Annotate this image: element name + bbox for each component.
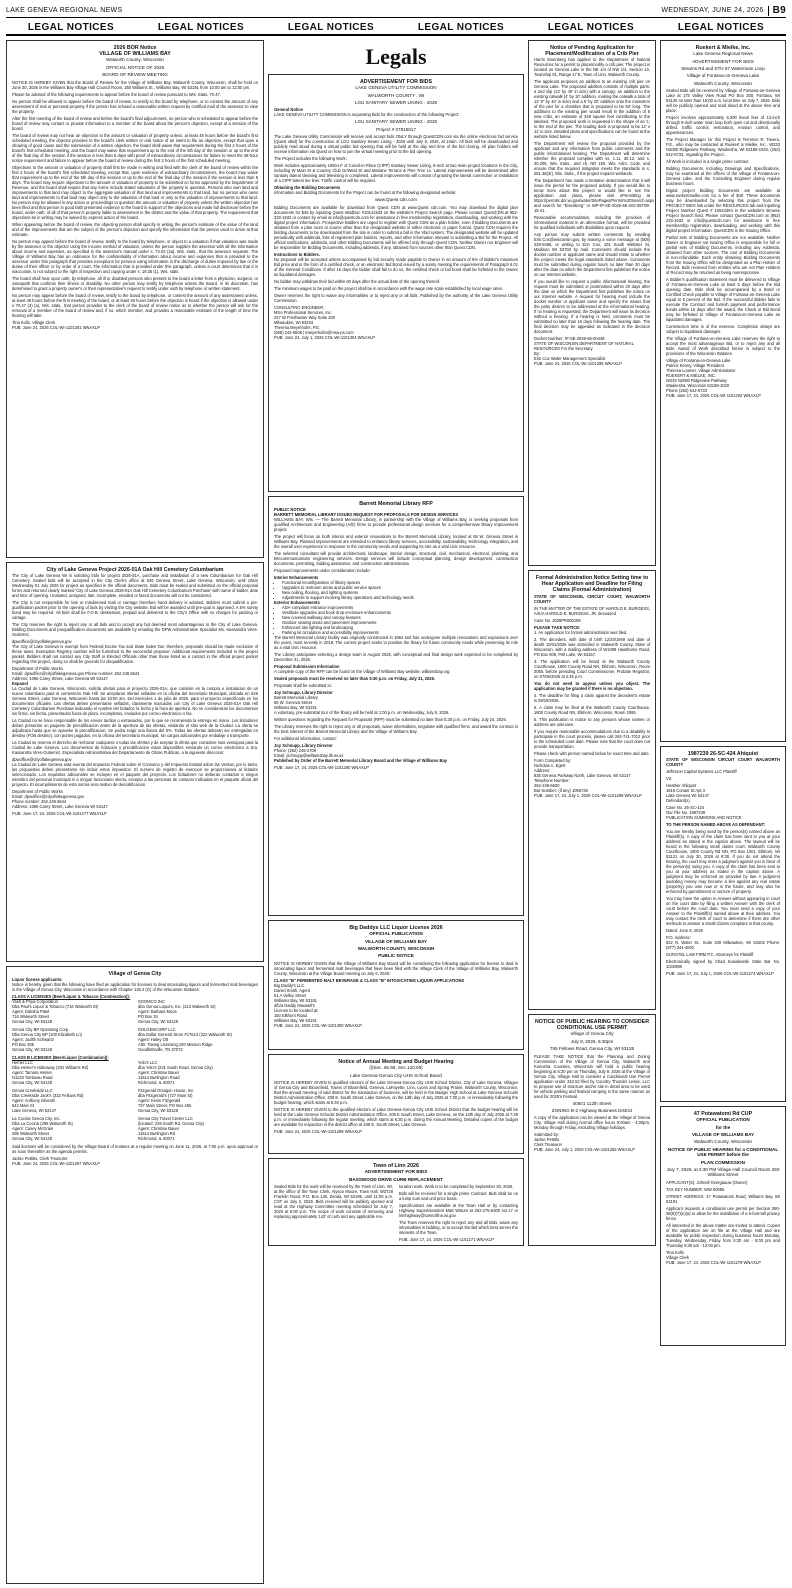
sewer-lining-bid-notice bbox=[268, 74, 524, 492]
notice-paragraph: A complete copy of the RFP can be found on the Village of Williams Bay website: williamsbay.org. bbox=[274, 669, 451, 675]
potawatomi-cup-notice bbox=[660, 1106, 786, 1346]
list-item: • ADA-compliant entrance improvements bbox=[282, 605, 518, 610]
section-label: CONSULTING ENGINEER: bbox=[274, 304, 325, 310]
list-item: • Enhanced site lighting and landscaping bbox=[282, 625, 518, 630]
license-class-heading: CLASS A LICENSES (Beer/Liquor & Tobacco (Combination)): bbox=[12, 994, 131, 1000]
banner-label: LEGAL NOTICES bbox=[27, 22, 115, 33]
notice-paragraph: Jefferson Capital Systems LLC Plaintiff bbox=[666, 769, 737, 775]
contact-line: 65 W. Geneva Street bbox=[274, 700, 313, 706]
notice-paragraph: 2. The decedent, with date of birth 12/20/1949 and date of death 10/31/2025 was domiciled in Walworth County, State of Wisconsin, with a mailing address of W1098 Hawthorne Road, PO Box 608, Pell Lake, WI 53157. bbox=[534, 636, 650, 657]
form-line: 262-248-6600 bbox=[534, 782, 560, 788]
notice-paragraph: When appearing before the board of review, the objecting person shall specify in writing the person's estimate of the value of the land and of the improvements that are the subject of the person's objection and specify the information that the person used to arrive at that estimate. bbox=[12, 221, 258, 237]
notice-paragraph: Work includes approximately 1950-LF of Cured-in-Place (CIPP) Sanitary Sewer Lining, 8-inch at two main project locations in the City, including W Main St & Country Club Dr/West St and Mariane Terrace & Pine Tree Ln. Lateral improvements will be determined after sanitary lateral cleaning and televising is completed. Lateral improvements will consist of grouting the lateral connection or installation of a CIPP lateral tee liner. Traffic control will be required. bbox=[274, 163, 518, 184]
department: Department of Public Works bbox=[12, 666, 63, 672]
notice-subheading: (§Sec. 65.90, Sec.120.08) bbox=[369, 1065, 423, 1071]
address-line: Address: 1065 Carey Street, Lake Geneva WI 53147 bbox=[12, 804, 108, 810]
cemetery-columbarium-notice bbox=[6, 562, 264, 962]
notice-paragraph: No person may appear before the board of review, testify to the board by telephone, or object to a valuation if that valuation was made by the assessor or the objector using the income method of valuation, unless the person supplies the assessor with all the information about income and expenses, as specified in the assessor's manual under s. 73.03 (2a), Wis. stats., that the assessor requests. The Village of Williams Bay has an ordinance for the confidentiality of information about income and expenses that is provided to the assessor under this paragraph that provides exceptions for persons using information in the discharge of duties imposed by law or the duties of their officer or by order of a court. The information that is provided under this paragraph, unless a court determines that it is inaccurate, is not subject to the right of inspection and copying under s. 19.35 (1), Wis. stats. bbox=[12, 238, 258, 274]
notice-paragraph: The board of review may not hear an objection to the amount or valuation of property unless, at least 48 hours before the board's first scheduled meeting, the objector provides to the board's clerk written or oral notice of an intent to file an objection, except that upon a showing of good cause and the submission of a written objection, the board shall waive that requirement during the first 2 hours of the board's first scheduled meeting, and the board may waive that requirement up to the end of the 5th day of the session or up to the end of the final day of the session if the session is less than 5 days with proof of extraordinary circumstances for failure to meet the 48-hour notice requirement and failure to appear before the board of review during the first 2 hours of the first scheduled meeting. bbox=[12, 132, 258, 163]
signature: Phone (262) 542-5733 bbox=[666, 388, 707, 394]
contact-line: Milwaukee, WI 53204 bbox=[274, 319, 314, 325]
notice-paragraph: Information and Bidding Documents for the Project can be found at the following designated website: bbox=[274, 190, 457, 196]
applicant-line: License to be located at: bbox=[274, 1007, 319, 1013]
signature: Submitted by: bbox=[534, 1132, 560, 1138]
publication-line: PUB: June 24, July 1, 2026 COL-WI-1101255 WNAXLP bbox=[534, 1147, 635, 1153]
applicant-line: 150 Elkhorn Road bbox=[274, 1012, 307, 1018]
publication-line: PUB: June 24, July 1, 2026 COL-WI-1101304 WNAXLP bbox=[274, 334, 375, 340]
notice-paragraph: La Ciudad se reserva el derecho de rechazar cualquiera o todas las ofertas y de aceptar la oferta que considere mas ventajosa para la Ciudad de Lake Geneva. Los documentos de licitacion y precalificacion estan disponibles enviando un correo electronico a Sra. Kassandra Vires-Gutierrez, Especialista Administrativa del Departamento de Obras Publicas, a la siguiente direccion: bbox=[12, 740, 258, 756]
notice-subheading: Walworth County, Wisconsin bbox=[106, 57, 164, 63]
list-item: • Outdoor seating areas and pavement improvements bbox=[282, 620, 518, 625]
project-number: Project # 07815017 bbox=[376, 126, 416, 132]
signature: Tina Kolls bbox=[666, 1249, 684, 1255]
notice-subheading: NOTICE OF PUBLIC HEARING for a CONDITIONAL USE PERMIT before the bbox=[667, 1146, 779, 1158]
publication-summons-notice bbox=[660, 746, 786, 1102]
notice-heading: Notice of Annual Meeting and Budget Hearing bbox=[338, 1059, 454, 1065]
publication-line: PUB: June 24, 2026 COL-WI-1101295 WNAXLP bbox=[534, 361, 622, 367]
form-line: Telephone Number: bbox=[534, 777, 570, 783]
form-line: Nicholas A. Egert bbox=[534, 762, 566, 768]
signature: Patrick Kenny, Village President bbox=[666, 363, 724, 369]
notice-paragraph: STREET ADDRESS: 47 Potawatomi Road, Williams Bay, WI 53191 bbox=[666, 1193, 780, 1204]
notice-paragraph: A copy of the application can be viewed at the Village of Genoa City, Village Hall during normal office hours 8:00am - 4:00pm, Monday through Friday, excluding Village holidays. bbox=[534, 1115, 650, 1131]
publication-line: PUB: June 17, 24, 2026 COL-WI-1101280 WNAXLP bbox=[274, 765, 369, 771]
contact-line: Williams Bay, WI 53191 bbox=[274, 705, 317, 711]
notice-paragraph: The Barrett Memorial Library facility was originally constructed in 1964 and has undergone multiple renovations and expansions over the years, most recently in 2018. The current project seeks to position the library for future community needs while preserving its role as a vital civic resource. bbox=[274, 635, 518, 651]
notice-paragraph: The selected consultant will provide architectural, landscape, interior design, structural, civil, mechanical, electrical, plumbing, and telecommunications engineering services. Design services will include conceptual planning, design development, construction documents, permitting, bidding assistance, and construction administration. bbox=[274, 551, 518, 567]
contact-line: Email: dpwoffice@cityoflakegeneva.gov Phone number: 262.248.6644 bbox=[12, 671, 140, 677]
notice-subheading: VILLAGE OF WILLIAMS BAY bbox=[364, 938, 428, 944]
publication-line: PUB: June 24, 2026 COL-WI-1101300 WNAXLP bbox=[274, 1022, 362, 1028]
contact-line: Email: jschnupp@williamsbay.lib.wi.us bbox=[274, 753, 344, 759]
contact-line: Theresa Meyerhofer, P.E. bbox=[274, 324, 321, 330]
notice-subheading: Walworth County, Wisconsin bbox=[694, 1139, 752, 1145]
notice-paragraph: toration work. Work is to be completed by September 30, 2026. bbox=[399, 1184, 514, 1190]
publication-line: PUB: June 24, 2026 COL-WI-1101301 WNAXLP bbox=[12, 324, 100, 330]
banner-label: LEGAL NOTICES bbox=[287, 22, 375, 33]
form-line: Form Completed by: bbox=[534, 757, 572, 763]
section-label: Interior Enhancements bbox=[274, 575, 319, 581]
notice-paragraph: The Village of Fontana-on-Geneva Lake reserves the right to accept the most advantageous Bid, or to reject any and all Bids. Award of Work described herein is subject to the provisions of the Wisconsin Statutes. bbox=[666, 336, 780, 357]
banner-label: LEGAL NOTICES bbox=[157, 22, 245, 33]
estate-caption: IN THE MATTER OF THE ESTATE OF HAROLD E. BURGESS, A/K/A HAROLD E. BURGESS, JR. deceased bbox=[534, 605, 650, 616]
license-class-heading: CLASS B LICENSES (Beer/Liquor (Combination)): bbox=[12, 1055, 109, 1061]
notice-paragraph: The project will focus on both interior and exterior renovations to the Barrett Memorial Library, located at 65 W. Geneva Street in Williams Bay. Planned improvements are intended to enhance library services, accessibility, sustainability, technology integration, and the overall user experience in response to the community needs and supporting its role as a vital civic resource. bbox=[274, 534, 518, 550]
section-label: Exterior Enhancements bbox=[274, 600, 320, 606]
section-label: PLEASE TAKE NOTICE: bbox=[534, 624, 581, 630]
section-label: General Notice bbox=[274, 107, 303, 113]
notice-paragraph: Electronically signed by Chad Kowalewski State Bar No. 1032988 bbox=[666, 959, 780, 970]
masthead bbox=[6, 4, 786, 18]
notice-paragraph: Bidding Documents are available for download from Quest CDN at www.Quest cdn.com. You may download the digital plan documents for $45 by inputting Quest eBidDoc #10141533 on the website's Project Search page. Please contact QuestCDN at 952-233-1632 or contact by email at info@questcdn.com for assistance in free membership registration, downloading, and working with the digital project information. Prospective Bidders are urged to register with Quest CDN as a plan holder, even if Bidding Documents are obtained from a plan room or source other than the designated website in either electronic or paper format. Quest CDN requires the bidding documents to be downloaded from the site in order to submit a bid in the Vbid system. The designated website will be updated periodically with addenda, lists of registered plan holders, reports, and other information relevant to submitting a Bid for the Project. All official notifications, addenda, and other Bidding Documents will be offered only through Quest CDN. Neither Owner nor Engineer will be responsible for Bidding Documents, including addenda, if any, obtained from sources other than Quest CDN. bbox=[274, 204, 518, 250]
notice-paragraph: NOTICE IS HEREBY GIVEN that the Village of Williams Bay Board will be considering the following application for license to deal in intoxicating liquor and fermented malt beverages that have been filed with the Village Clerk of the Village of Williams Bay, Walworth County, Wisconsin at the Village Board meeting on July 6, 2026: bbox=[274, 960, 518, 976]
notice-subheading: Lake Geneva Regional News bbox=[693, 51, 753, 57]
notice-paragraph: The board shall hear upon oath, by telephone, all ill or disabled persons who present to the board a letter from a physician, surgeon, or osteopath that confirms their illness or disability. No other person may testify by telephone unless the Board, in its discretion, has determined to grant a property owner's or their representative's request to testify under oath by telephone or written statement. bbox=[12, 275, 258, 291]
notice-paragraph: Notice is hereby given that the following have filed an application for licenses to deal intoxicating liquors and fermented malt beverages in the Village of Genoa City, Wisconsin in accordance with Chapter 125.4 (G) of the Wisconsin Statutes: bbox=[12, 982, 258, 993]
notice-paragraph: P.O. Address: 622 N. Water St., Suite 400 Milwaukee, WI 53202 Phone: (877) 344-4002 bbox=[666, 935, 780, 951]
website-link[interactable]: www.Quest cdn.com bbox=[375, 197, 417, 203]
publication-line: PUB: June 17, 24, 2026 COL-WI-1101277 WNAXLP bbox=[12, 811, 107, 817]
signature: Theresa Loomer, Village Administrator bbox=[666, 368, 736, 374]
applicant-line: Big Daddy's LLC bbox=[274, 982, 305, 988]
publication-line: PUB: June 17, 24, July 1, 2026 COL-WI-1101288 WNAXLP bbox=[534, 792, 642, 798]
notice-subheading: BASSWOOD DRIVE CURB REPLACEMENT bbox=[349, 1176, 443, 1182]
notice-paragraph: 4. The deadline for filing a claim against the decedent's estate is 09/19/2026. bbox=[534, 692, 650, 703]
notice-paragraph: The Project Manager for this Project is Terrence R. Tavera, P.E., who may be contacted at Ruekert & Mielke, Inc., W233 N2080 Ridgeview Parkway, Waukesha, WI 53188-1020, (262) 542-5733, regarding the Project. bbox=[666, 137, 780, 158]
agency-line: By: bbox=[534, 351, 540, 357]
notice-paragraph: Bidding Documents, including Drawings and Specifications, may be examined at the offices of the Village of Fontana-on-Geneva Lake, and the Consulting Engineer during regular business hours. bbox=[666, 166, 780, 187]
annual-meeting-notice bbox=[268, 1054, 524, 1154]
notice-paragraph: Harris Eisenberg has applied to the Department of Natural Resources for a permit to place/modify a crib pier. The project is located on Geneva Lake in the NE 1/4 of NW 1/4, Section 10, Township 01, Range 17 E, Town of Linn, Walworth County. bbox=[534, 57, 650, 78]
notice-paragraph: After the first meeting of the board of review and before the board's final adjournment, no person who is scheduled to appear before the board of review may contact or provide information to a member of the board about the person's objection, except at a session of the board. bbox=[12, 115, 258, 131]
notice-paragraph: No bidder may withdraw their bid within 60 days after the actual date of the opening thereof. bbox=[274, 278, 441, 284]
section-label: Instructions to Bidders. bbox=[274, 251, 320, 257]
license-entry: DOLGENCORP LLC dba Dollar General Store #17613 (322 Walworth St) Agent: Haley Ott Attn: Taxing Licensing,100 Mission Ridge Goodlettsville, TN 37072 bbox=[138, 1027, 232, 1053]
contact-line: Joy Schnupp, Library Director bbox=[274, 690, 333, 696]
notice-paragraph: APPLICANT(S): Johnell Overgaauw (Owner) bbox=[666, 1179, 748, 1185]
notice-paragraph: All Work is included in a single prime contract. bbox=[666, 159, 750, 165]
contact-line: (608) 242-6608 | tmeyerhofer@msa-ps.com bbox=[274, 329, 354, 335]
license-entry: La Cocina Genoa City, Inc. Dba La Cocina (295 Walworth St) Agent: Casey McGrain 295 Walworth Street Genoa City, WI 53128 bbox=[12, 1116, 73, 1142]
notice-paragraph: Specifications are available at the Town Hall or by contacting Highway Superintendent Matt Wittum at 262-275-6300 ext.17 or linnhighway@townoflinn.wi.gov. bbox=[399, 1203, 518, 1219]
paper-name: LAKE GENEVA REGIONAL NEWS bbox=[6, 7, 123, 14]
notice-paragraph: PLEASE TAKE NOTICE that the Planning and Zoning Commission of the Village of Genoa City, Walworth and Kenosha Counties, Wisconsin will hold a public hearing beginning at 6:30 pm on Thursday, July 9, 2026 at the Village of Genoa City, Village Hall to consider a Conditional Use Permit application under 310.53 filed by Country Thunder Lease, LLC to propose use of structure and/or site in detail area to be used for vehicle parking and festival camping in the same manner as used for 2025's Festival. bbox=[534, 1053, 650, 1099]
crib-pier-permit-notice bbox=[528, 40, 656, 566]
signature: Waukesha, Wisconsin 53188-1020 bbox=[666, 383, 730, 389]
notice-heading: NOTICE OF PUBLIC HEARING TO CONSIDER CONDITIONAL USE PERMIT bbox=[534, 1019, 650, 1032]
address-line: 40501 112th Street bbox=[572, 1100, 612, 1106]
notice-paragraph: La Ciudad de Lake Geneva, Wisconsin, solicita ofertas para el proyecto 2026-01A, que consiste en la compra e instalacion de un nuevo columbario para el cementerio Oak Hill. Se aceptaran ofertas selladas en la oficina del Secretario Municipal, ubicada en 626 Geneva Street, Lake Geneva, Wisconsin hasta las 10:00 am. Del miercoles 1 de julio de 2026, para el proyecto especificado en los documentos oficiales. Las ofertas deben presentarse selladas, claramente marcadas con City of Lake Geneva 2026-01A Oak Hill Cemetery Columbarium Purchase indicando el nombre del licitador, la fecha y la hora de apertura. No se consideraran los documentos sin firma, sin fecha, presentados fuera de plazo, incompletos, enviados por correo electronico o fax. bbox=[12, 686, 258, 717]
notice-subheading: PLAN COMMISSION bbox=[701, 1159, 745, 1165]
notice-paragraph: You do not need to appear unless you object. The application may be granted if there is no objection. bbox=[534, 680, 650, 691]
burgess-estate-notice bbox=[528, 570, 656, 1010]
notice-paragraph: The Library reserves the right to reject any or all proposals, waive informalities, negotiate with qualified firms, and award the contract in the best interest of the Barrett Memorial Library and the Village of Williams Bay. bbox=[274, 724, 518, 735]
signature: Jackie Pettitts, Clerk Treasurer bbox=[12, 1156, 68, 1162]
notice-subheading: Liquor license applicants: bbox=[12, 977, 63, 983]
notice-paragraph: Written questions regarding the Request for Proposals (RFP) must be submitted no later than 5:30 p.m. on Friday, July 24, 2026. bbox=[274, 717, 507, 723]
notice-subheading: July 7, 2026, at 6:30 PM Village Hall Council Room 250 Williams Street bbox=[666, 1167, 780, 1178]
signature: Erin Cox Water Management Specialist bbox=[534, 356, 606, 362]
license-entry: Genoa City Travel Center LLC (located: 229 South Rd, Genoa City) Agent: Christine Bauer 11514 Burlington Rd Richmond, IL 60071 bbox=[138, 1116, 204, 1142]
notice-paragraph: The City is not responsible for late or misdirected mail or carriage therefore hand delivery is advised. Bidders must submit a pre-qualification packet prior to the opening of bids by visiting the City website. Bid will be awarded until pre-qual is approved. A 5% surety bond may be required. All bids shall be F.O.B. destination, prepaid and delivered to the City's Office with no charges for packing or cartage. bbox=[12, 600, 258, 621]
applicant-line: d/b/a Daddy Maxwell's bbox=[274, 1002, 315, 1008]
notice-paragraph: The Library anticipates selecting a design team in August 2026, with conceptual and final design work expected to be completed by December 31, 2026. bbox=[274, 652, 518, 663]
legals-title: Legals bbox=[365, 44, 427, 69]
notice-paragraph: Said licenses will be considered by the Village Board of trustees at a regular meeting on June 11, 2026, at 7:00 p.m. upon approval or as soon thereafter as the agenda permits. bbox=[12, 1144, 258, 1155]
signature: W233 N2080 Ridgeview Parkway bbox=[666, 378, 727, 384]
form-line: 835 Geneva Parkway North, Lake Geneva, WI 53147 bbox=[534, 772, 631, 778]
board-of-review-notice bbox=[6, 40, 264, 558]
notice-paragraph: Digital project Bidding Documents are available at www.ruekertmielke.com for a fee of $40. These documents may be downloaded by selecting this project from the PROJECT BIDS link under the RESOURCES tab and inputting Project Number Quest # 10544394 in the website's Browse Project Search field. Please contact QuestCDN.com at (952) 233-1632 or info@questcdn.com for assistance in free membership registration, downloading, and working with this digital project information. QuestCDN is the Issuing Office. bbox=[666, 188, 780, 234]
project-name: LGU SANITARY SEWER LINING - 2026 bbox=[354, 119, 438, 125]
signature: Jackie Pettitts bbox=[534, 1137, 560, 1143]
notice-paragraph: Reasonable accommodation, including the provision of informational material in an alternative format, will be provided for qualified individuals with disabilities upon request. bbox=[534, 215, 650, 231]
section-label: Proposal Submission Information bbox=[274, 664, 340, 670]
form-line: Address: bbox=[534, 767, 551, 773]
notice-paragraph: The Department has made a tentative determination that it will issue the permit for the proposed activity. If you would like to know more about this project or would like to see the application and plans, please visit ePermitting at https://permits.dnr.wi.gov/water/SitePages/Permit%20Search.aspx and search for "Eisenberg" or WP-IP-SE-2026-65-X02-05T09-15-41. bbox=[534, 178, 655, 214]
notice-heading: 47 Potawatomi Rd CUP bbox=[693, 1111, 753, 1117]
contact-email: dpwoffice@cityoflakegeneva.gov bbox=[12, 639, 72, 645]
notice-paragraph: VS bbox=[666, 776, 672, 782]
contact-line: Phone: (262) 245-2709 bbox=[274, 748, 317, 754]
notice-paragraph: Case No. 26-SC-424 Our File No. 1987239 PUBLICATION SUMMONS AND NOTICE bbox=[666, 805, 742, 821]
notice-paragraph: The Town reserves the right to reject any and all Bids, waive any informalities in bidding, or to accept the Bid which best serves the interests of the Town. bbox=[399, 1220, 518, 1236]
notice-subheading: VILLAGE OF WILLIAMS BAY bbox=[691, 1132, 755, 1138]
notice-subheading: ADVERTISEMENT FOR BIDS bbox=[364, 1169, 428, 1175]
notice-heading: Village of Genoa City bbox=[108, 971, 162, 977]
notice-heading: Barrett Memorial Library RFP bbox=[359, 501, 433, 507]
notice-subheading: OFFICIAL NOTICE OF 2026 bbox=[105, 64, 165, 70]
language-label: Espanol bbox=[12, 681, 28, 687]
publication-line: PUB: June 17, 24, 2026 COL-WI-1101271 WNAXLP bbox=[399, 1237, 494, 1243]
barrett-library-rfp-notice bbox=[268, 496, 524, 916]
notice-heading: Big Daddys LLC Liquor License 2026 bbox=[349, 925, 443, 931]
notice-subheading: OFFICIAL PUBLICATION bbox=[369, 931, 423, 937]
notice-subheading: BOARD OF REVIEW MEETING bbox=[102, 72, 168, 78]
notice-subheading: Lake Geneva-Genoa City UHS School Board bbox=[350, 1072, 442, 1078]
notice-heading: City of Lake Geneva Project 2026-01A Oak Hill Cemetery Columbarium bbox=[46, 567, 224, 573]
notice-paragraph: NOTICE IS HEREBY GIVEN that the Board of Review for the Village of Williams Bay, Walworth County, Wisconsin, shall be held on June 30, 2026 in the Williams Bay Village Hall Council Room, 250 Williams St., Williams Bay, WI 53191 from 10:00 am to 12:00 pm. bbox=[12, 79, 258, 90]
notice-paragraph: NOTICE IS HEREBY GIVEN to qualified electors of the Lake Geneva-Genoa City UHS School District, City of Lake Geneva, Villages of Genoa City and Bloomfield, Towns of Bloomfield, Geneva, LaFayette, Linn, Lyons and Spring Prairie, Walworth County, Wisconsin, that the annual meeting of said district for the transaction of business, will be held in the Badger High School at Lake Geneva Schools District Administration Office, 208 E. South Street, Lake Geneva, on the 13th day of July 2026 at 7:30 p.m. or immediately following the budget hearing, which starts at 6:30 p.m. bbox=[274, 1080, 518, 1106]
notice-subheading: Village of Fontana-on-Geneva Lake bbox=[686, 73, 760, 79]
notice-paragraph: No person shall be allowed to appear before the board of review, to testify to the board by telephone, or to contest the amount of any assessment of real or personal property if the person has refused a reasonable written request by certified mail of the assessor to view the property. bbox=[12, 98, 258, 114]
license-entry: Yash & Priya Corporation Dba Paul's Liquor & Tobacco (716 Walworth St) Agent: Daksha Patel 716 Walworth Street Genoa City, WI 53128 bbox=[12, 999, 99, 1025]
notice-paragraph: TAX KEY NUMBER: WW 00055 bbox=[666, 1186, 725, 1192]
case-number: Case No. 2026PR000189 bbox=[534, 617, 581, 623]
notice-paragraph: Sealed Bids for the work will be received by the Town of Linn, WI, at the office of the Town Clerk, Alyson Moore, Town Hall, W3728 Franklin Road, P.O. Box 130, Zenda, WI 53195, until 11:00 a.m. CST on July 2, 2026. Bids received will be publicly opened and read at the Highway Committee meeting scheduled for July 7, 2026 at 6:00 p.m. The scope of work consists of removing and replacing approximately 142' of curb and any applicable res- bbox=[274, 1184, 393, 1220]
banner-label: LEGAL NOTICES bbox=[547, 22, 635, 33]
applicant-line: Williams Bay, WI 53191 bbox=[274, 1017, 317, 1023]
license-entry: Genoa City BP Operating Corp. Dba Genoa City BP (100 Elizabeth Ln) Agent: Judith Schwartz PO Box 305 Genoa City, WI 53128 bbox=[12, 1027, 83, 1053]
notice-paragraph: No proposal will be accepted unless accompanied by bid security made payable to Owner in an amount of 5% of Bidder's maximum Bid price and in the form of a certified check, or an electronic Bid Bond issued by a surety meeting the requirements of Paragraph 6.01 of the General Conditions. If after 15 days the bidder shall fail to do so, the certified check or bid bond shall be forfeited to the Owner as liquidated damages. bbox=[274, 256, 518, 277]
list-item: • Adjustments to support evolving library operations and technology needs bbox=[282, 595, 518, 600]
notice-paragraph: 6. This publication is notice to any persons whose names or address are unknown. bbox=[534, 716, 650, 727]
genoa-city-liquor-notice bbox=[6, 966, 264, 1584]
notice-paragraph: LAKE GENEVA UTILITY COMMISSION is requesting Bids for the construction of the following Project: bbox=[274, 112, 460, 118]
notice-paragraph: Bids will be received for a single prime Contract. Bids shall be on a lump sum and unit price basis. bbox=[399, 1191, 518, 1202]
notice-paragraph: Sealed proposals must be received no later than 5:30 p.m. on Friday, July 31, 2026. bbox=[274, 676, 436, 682]
contact-line: MSA Professional Services, Inc. bbox=[274, 309, 333, 315]
page-number: B9 bbox=[772, 5, 786, 16]
notice-paragraph: A Bidder's qualification statement must be delivered to Village of Fontana-on-Geneva Lake at least 5 days before the Bid opening date. Bids shall be accompanied by a Bond or Certified Check payable to Village of Fontana-on-Geneva Lake equal to 5 percent of the Bid. If the successful Bidder fails to execute the Contract and furnish payment and performance bonds within 15 days after the award, the Check or Bid Bond may be forfeited to Village of Fontana-on-Geneva Lake as liquidated damages. bbox=[666, 277, 780, 323]
applicant-line: Daniel Smith, Agent bbox=[274, 987, 310, 993]
zoning-line: ZONING B-2 Highway Business District bbox=[551, 1108, 633, 1114]
docket-number: Docket Number: IP-SE-2026-65-00448 bbox=[534, 336, 605, 342]
publication-line: PUB: June 17, 24, 2026 COL-WI-1101292 WNAXLP bbox=[666, 393, 761, 399]
notice-paragraph: 5. A claim may be filed at the Walworth County Courthouse, 1800 County Road NN, Elkhorn, Wisconsin, Room 2065. bbox=[534, 704, 650, 715]
publication-line: PUB: June 17, 24, 2026 COL-WI-1101279 WNAXLP bbox=[666, 1259, 761, 1265]
notice-paragraph: Proposed improvements under consideration include: bbox=[274, 568, 371, 574]
applicant-line: 61 A Valley Street bbox=[274, 992, 307, 998]
agency-line: STATE OF WISCONSIN DEPARTMENT OF NATURAL RESOURCES For the Secretary bbox=[534, 341, 634, 352]
license-entry: Hemer LLC Dba Hemer's Hideaway (202 Williams Rd) Agent: Tamara Hemer N1133 Tombeau Road Genoa City, WI 53128 bbox=[12, 1060, 89, 1086]
notice-paragraph: Objections to the amount or valuation of property shall first be made in writing and filed with the clerk of the board of review within the first 2 hours of the board's first scheduled meeting, except that, upon evidence of extraordinary circumstances, the board may waive that requirement up to the end of the 5th day of the session or up to the end of the final day of the session if the session is less than 5 days. The board may require objections to the amount or valuation of property to be submitted on forms approved by the Department of Revenue, and the board shall require that any forms include stated valuations of the property in question. Persons who own land and improvements to that land may object to the aggregate valuation of that land and improvements to that land, but no person who owns land and improvements to that land may object only to the valuation of that land or only to the valuation of improvements to that land. No person may be allowed in any action or proceedings to question the amount or valuation of property unless the written objection has been filed and that person in good faith presented evidence to the board in support of the objections and made full disclosure before the board, under oath, of all of that person's property liable to assessment in the district and the value of that property. The requirement that objections be in writing may be waived by express action of the board. bbox=[12, 164, 258, 220]
list-item: • New covered walkway and canopy features bbox=[282, 615, 518, 620]
notice-paragraph: Heather Ahlquist 1815 Conant St Apt 3 Lake Geneva WI 53147 Defendant(s). bbox=[666, 783, 710, 804]
notice-paragraph: Sealed Bids will be received by Village of Fontana-on-Geneva Lake at 175 Valley View Road PO Box 200, Fontana, WI 53125 no later than 10:00 a.m. local time on July 7, 2026. Bids will be publicly opened and read aloud at the above time and place. bbox=[666, 88, 780, 114]
notice-paragraph: Dated: June 9, 2026 bbox=[666, 928, 703, 934]
notice-paragraph: If you would like to request a public informational hearing, the request must be submitted or postmarked within 20 days after the date on which the Department first publishes the notice on our Internet website. A request for hearing must include the docket number or applicant name and specify the issues that the party desires to be addressed at the informational hearing. If no hearing is requested, the Department will issue its decision without a hearing. If a hearing is held, comments must be submitted no later than 10 days following the hearing date. The final decision may be appealed as indicated in the decision document. bbox=[534, 279, 650, 335]
notice-subheading: ADVERTISEMENT FOR BIDS bbox=[692, 58, 754, 64]
notice-paragraph: You may have the option to Answer without appearing in court on the court date by filing a written Answer with the clerk of court before the court date. You must send a copy of your Answer to the Plaintiff(s) named above at their address. You may contact the clerk of court to determine if there are other methods to answer a Small Claims complaint in that county. bbox=[666, 896, 780, 927]
list-item: • Vestibule upgrades and book drop enclosure enhancements bbox=[282, 610, 518, 615]
notice-paragraph: Published by Order of the Barrett Memorial Library Board and the Village of Williams Bay bbox=[274, 758, 448, 764]
notice-subheading: WALWORTH COUNTY, WISCONSIN bbox=[357, 946, 435, 952]
signature: Clerk Treasurer bbox=[534, 1142, 563, 1148]
license-entry: Fitzgerald Octagon House, Inc. dba Fitzgerald's (727 Main St) Agent: Kevin Fitzgerald 727 Main Street, PO Box 456 Genoa City, WI 53128 bbox=[138, 1088, 195, 1114]
address-line: Address: 1065 Carey Street, Lake Geneva WI 53147 bbox=[12, 676, 108, 682]
ruekert-mielke-bid-notice bbox=[660, 40, 786, 742]
notice-paragraph: WILLIAMS BAY, Wis. — The Barrett Memorial Library, in partnership with the Village of Williams Bay, is seeking proposals from qualified Architecture and Engineering (A/E) firms to provide professional design services for a comprehensive library improvement project. bbox=[274, 517, 518, 533]
notice-paragraph: The City of Lake Geneva is exempt from Federal Excise Tax and State Sales Tax; therefore, proposals should be made exclusive of these taxes. Exemption Registry number will be furnished to the successful proposer. Additional requirements included in the project packet. Bidders shall not contact any City Staff or Elected Officials other than those listed as a contact in the official project packet regarding this project, doing so shall be grounds for disqualification. bbox=[12, 644, 258, 665]
publication-line: PUB: June 24, 2026 COL-WI-1101299 WNAXLP bbox=[274, 1129, 362, 1135]
notice-paragraph: Please be advised of the following requirements to appear before the board of review pursuant to Wis. Stats. 70.47. bbox=[12, 91, 221, 97]
notice-paragraph: Applicant requests a conditional use permit per Section 390-38(9)(7)(e)(a) to allow for the installation of a 6-foot-tall privacy fence. bbox=[666, 1205, 780, 1221]
notice-paragraph: You are hereby being sued by the person(s) named above as Plaintiff(s). A copy of the claim has been sent to you at your address as stated in the caption above. The lawsuit will be heard in the following small claims court: Walworth County Courthouse, 1800 County Rd NN, PO Box 1001, Elkhorn, WI 53121 on July 30, 2026 at 8:30. If you do not attend the hearing, the court may enter a judgment against you in favor of the person(s) suing you. A copy of the claim has been sent to you at your address as stated in the caption above. A judgment may be enforced as provided by law. A judgment awarding money may become a lien against any real estate (property) you own now or in the future, and may also be enforced by garnishment or seizure of property. bbox=[666, 829, 780, 895]
publication-line: PUB: June 24, 2026 COL-WI-1101297 WNAXLP bbox=[12, 1161, 100, 1167]
list-item: • New ceiling, flooring, and lighting systems bbox=[282, 590, 518, 595]
notice-heading: Town of Linn 2026 bbox=[373, 1163, 419, 1169]
notice-paragraph: La Ciudad de Lake Geneva esta exenta del Impuesto Federal sobre el Consumo y del Impuesto Estatal sobre las Ventas; por lo tanto, las propuestas deben presentarse sin incluir estos impuestos. El numero de registro de exencion se proporcionara al licitador seleccionado. Los requisitos adicionales se incluyen en el paquete del proyecto. Los licitadores no deberan contactar a ningun miembro del personal municipal ni a ningun funcionario electo, excepto a las personas de contacto indicadas en el paquete oficial del proyecto. El incumplimiento de esta norma sera motivo de descalificacion. bbox=[12, 762, 258, 788]
publication-line: PUB: June 17, 24, July 1, 2026 COL-WI-1101274 WNAXLP bbox=[666, 971, 774, 977]
license-entry: Yolo's LLC dba Yolo's (231 South Road, Genoa City) Agent: Christine Bauer 11514 Burlington Road Richmond, IL 60071 bbox=[138, 1060, 213, 1086]
notice-paragraph: Project involves approximately 5,300 lineal feet of 12-inch through 8-inch water main loop both open cut and directionally drilled, traffic control, restoration, erosion control, and appurtenances. bbox=[666, 115, 780, 136]
section-label: Obtaining the Bidding Documents bbox=[274, 185, 341, 191]
notice-subheading: PUBLIC NOTICE bbox=[378, 953, 414, 959]
notice-paragraph: If you require reasonable accommodations due to a disability to participate in the court process, please call 262-741-7012 prior to the scheduled court date. Please note that the court does not provide transportation. bbox=[534, 728, 650, 749]
notice-heading: VILLAGE OF WILLIAMS BAY bbox=[99, 51, 171, 58]
notice-paragraph: A voluntary, pre-submittal tour of the library will be held at 1:00 p.m. on Wednesday, July 8, 2026. bbox=[274, 710, 450, 716]
genoa-city-cup-hearing-notice bbox=[528, 1014, 656, 1246]
contact-email: dpwoffice@cityoflakegeneva.gov bbox=[12, 757, 72, 763]
department: Department of Public Works bbox=[12, 789, 63, 795]
notice-heading: Ruekert & Mielke, Inc. bbox=[695, 45, 751, 51]
notice-paragraph: Proposals shall be submitted to: bbox=[274, 683, 333, 689]
notice-paragraph: Any person may submit written comments by emailing Erin.Cox@wisconsin.gov, by leaving a voice message at (608) 228-9466, or writing to Erin Cox, 101 South Webster St, Madison WI 53703 by mail. Comments should include the docket number or applicant name and should relate to whether the project meets the legal standards listed above. Comments must be submitted during regular hours no later than 30 days after the date on which the Department first publishes the notice on our Internet website. bbox=[534, 232, 650, 278]
issue-date: WEDNESDAY, JUNE 24, 2026 bbox=[661, 7, 764, 14]
notice-heading: 1987239 26-SC-424 Ahiquist bbox=[687, 751, 759, 757]
notice-paragraph: The Project includes the following Work: bbox=[274, 156, 347, 162]
notice-heading: ADVERTISEMENT FOR BIDS bbox=[359, 79, 433, 85]
signature: Tina Kolls, Village Clerk bbox=[12, 319, 56, 325]
notice-paragraph: The City reserves the right to reject any or all bids and to accept any bid deemed most advantageous to the City of Lake Geneva. Bidding Documents and prequalification documents are available by emailing the DPW Administrative Specialist Ms. Kassandra Vires-Gutierrez. bbox=[12, 622, 258, 638]
notice-subheading: Village of Genoa City bbox=[570, 1031, 614, 1037]
section-banner bbox=[6, 20, 786, 36]
notice-subheading: Stearns Rd and STH 67 Watermain Loop bbox=[681, 66, 765, 72]
notice-subheading: WALWORTH COUNTY , WI bbox=[367, 92, 425, 98]
notice-paragraph: 1. An application for formal administration was filed. bbox=[534, 629, 628, 635]
license-entry: Genoa Creekside LLC Dba Creekside Jack's (332 Fellows Rd) Agent: Anthony Silvestri 642 Main St Lake Geneva, WI 53147 bbox=[12, 1088, 84, 1114]
notice-paragraph: 3. The application will be heard at the Walworth County Courthouse, 1800 County Road NN, Elkhorn, Wisconsin, Room 2055, before presiding Court Commissioner, Probate Registrar, on 07/06/2026 at 2:45 p.m. bbox=[534, 658, 650, 679]
form-line: Bar Number: (if any) 1056736 bbox=[534, 787, 588, 793]
list-item: • Upgrades to restroom areas and public service spaces bbox=[282, 585, 518, 590]
notice-paragraph: The minimum wages to be paid on the project shall be in accordance with the wage rate scale established by local wage rates. bbox=[274, 285, 503, 291]
notice-paragraph: The applicant proposes an addition to an existing crib pier on Geneva Lake. The proposed addition consists of multiple parts: a 2nd slip (13' by 40' in size) with a canopy; an addition to the existing catwalk (4' by 10' addition, making the catwalk a total of 12' 9" by 40' in size) and a 6' by 20' addition onto the mainstem of the pier for a chamber that is proposed to be 84' long. The additions to the existing pier would result in the addition of 5 new cribs, an estimate of 348 square feet contributing to the lakebed. The proposed work is requested in the shape of an 'L' to the end of the pier. The loading dock is proposed to be 12' x 11' in size. Detailed plans and specifications can be found at the website listed below. bbox=[534, 79, 650, 140]
notice-subheading: for the bbox=[715, 1124, 731, 1130]
license-entry: SOOMCO INC dba Genoa Liquors, Inc. (413 Walworth St) Agent: Barbara Moos PO Box 34 Genoa City, WI 53128 bbox=[138, 999, 216, 1025]
contact-email: Email: dpwoffice@cityoflakegeneva.gov bbox=[12, 794, 85, 800]
notice-paragraph: No person may appear before the board of review, testify to the board by telephone, or contest the amount of any assessment unless, at least 48 hours before the first meeting of the board, or at least 48 hours before the objection is heard if the objection is allowed under s 70.47 (3) (a), Wis. stats., that person provides to the clerk of the board of review notice as to whether the person will ask for the removal of a member of the board of review and, if so, which member, and provides a reasonable estimate of the length of time the hearing will take. bbox=[12, 292, 258, 318]
notice-paragraph: The Department will review the proposal provided by the applicant and any information from public comments and the public informational hearing. The Department will determine whether the proposal complies with ss. 1.11, 30.12, and s. 30.206, Wis. Stats., and ch. NR 150, Wis. Adm. Code, and ensure that the required mitigation meets the standards in s. 281.36(3r), Wis. Stats., if the project impacts wetlands. bbox=[534, 141, 650, 177]
notice-heading: Formal Administration Notice Setting time to Hear Application and Deadline for Filing Claims (Formal Administration) bbox=[535, 575, 649, 594]
contact-line: Joy Schnupp, Library Director bbox=[274, 743, 333, 749]
notice-paragraph: TO THE PERSON NAMED ABOVE AS DEFENDANT: bbox=[666, 822, 766, 828]
divider bbox=[768, 6, 769, 16]
notice-paragraph: Owner reserves the right to waive any informalities or to reject any or all bids. Published by the authority of the Lake Geneva Utility Commission. bbox=[274, 292, 518, 303]
notice-heading: 2026 BOR Notice bbox=[113, 45, 157, 51]
signature: Village of Fontana-on-Geneva Lake bbox=[666, 358, 731, 364]
notice-paragraph: All interested in the above matter are invited to attend. Copies of the application are on file at the Village Hall and are available for public inspection during business hours Monday, Tuesday, Wednesday, Friday from 8:30 am - 5:00 pm and Thursday 8:30 am - 12:00 pm. bbox=[666, 1222, 780, 1248]
notice-subheading: Walworth County, Wisconsin bbox=[694, 80, 752, 86]
notice-subheading: PUBLIC NOTICE bbox=[274, 507, 306, 513]
contact-line: 247 W Freshwater Way Suite 200 bbox=[274, 314, 336, 320]
contact-line: Barrett Memorial Library bbox=[274, 695, 318, 701]
notice-paragraph: Please check with person named below for exact time and date. bbox=[534, 750, 650, 756]
notice-paragraph: For additional information, contact: bbox=[274, 736, 337, 742]
notice-paragraph: La Ciudad no se hace responsable de los envios tardios o extraviados, por lo que se recomienda la entrega en mano. Los licitadores deben presentar un paquete de precalificacion antes de la apertura de las ofertas, visitando el sitio web de la Ciudad. La oferta se adjudicara hasta que se apruebe la precalificacion. Se podra exigir una fianza del 5%. Todas las ofertas deberan ser entregadas en destino (FOB destino), con portes pagados, en la oficina del secretario municipal, sin cargos adicionales por embalaje o transporte. bbox=[12, 718, 258, 739]
notice-subheading: 755 Fellows Road, Genoa City, WI 53128 bbox=[549, 1046, 635, 1052]
big-daddys-liquor-notice bbox=[268, 920, 524, 1050]
signature: Village Clerk bbox=[666, 1254, 689, 1260]
banner-label: LEGAL NOTICES bbox=[417, 22, 505, 33]
court-caption: STATE OF WISCONSIN, CIRCUIT COURT, WALWORTH COUNTY bbox=[534, 593, 650, 604]
banner-label: LEGAL NOTICES bbox=[677, 22, 765, 33]
signature: RUEKERT & MIELKE, INC. bbox=[666, 373, 716, 379]
notice-paragraph: Partial sets of Bidding Documents are not available. Neither Owner or Engineer not Issuing Office is responsible for full or partial sets of Bidding Documents, including any Addenda, obtained from other sources. The cost of Bidding Documents is non-refundable. Each entity obtaining Bidding Documents from the Issuing Office will be designated as a Plan Holder of Record. Bids received from entities who are not Plan Holders of Record may be returned as being nonresponsive. bbox=[666, 235, 780, 276]
town-of-linn-bid-notice bbox=[268, 1158, 524, 1246]
list-item: • Parking lot circulation and accessibility improvements bbox=[282, 630, 518, 635]
list-item: • Functional reconfiguration of library spaces bbox=[282, 580, 518, 585]
legal-notices-page bbox=[6, 40, 786, 1584]
notice-subheading: LAKE GENEVA UTILITY COMMISSION bbox=[355, 85, 437, 91]
notice-paragraph: The City of Lake Geneva WI is soliciting bids for project 2026-01A, purchase and installation of a new Columbarium for Oak Hill Cemetery. Sealed bids will be accepted in the City Clerk's office at 626 Geneva Street, Lake Geneva, Wisconsin, until 10am Wednesday 01 July 2026 for project as specified in the official documents. Bids must be sealed and submitted on the official proposal forms and returned clearly marked 'City of Lake Geneva 2026-01A Oak Hill Cemetery Columbarium Purchase' with name of bidder, date and time of opening. Unstated, unsigned, late, incomplete, emailed or faxed documents will not be considered. bbox=[12, 573, 258, 599]
notice-paragraph: GURSTEL LAW FIRM P.C. Attorneys for Plaintiff bbox=[666, 952, 754, 958]
notice-subheading: OFFICIAL PUBLICATION bbox=[696, 1117, 750, 1123]
notice-paragraph: The Lake Geneva Utility Commission will receive and accept bids ONLY through QuestCDN.com via the online electronic bid service (Quest vBid) for the construction of LGU Sanitary Sewer Lining - 2026 until July 9, 2026, at 10am. All bids will be downloaded and publicly read aloud during a virtual public bid opening that will be held at the day and time of the bid closing. All plan holders will receive information via Quest on how to join the virtual meeting prior to the bid opening. bbox=[274, 134, 518, 155]
notice-paragraph: NOTICE IS HEREBY GIVEN to the qualified electors of Lake Geneva-Genoa City UHS School District that the budget hearing will be held at the Lake Geneva Schools District Administration Office, 208 E South Street, Lake Geneva, on the 13th day of July 2026 at 7:30 p.m. or immediately following the regular meeting, which starts at 6:30 p.m. during the Annual Meeting. Detailed copies of the budget are available for inspection in the district office at 208 E. South Street, Lake Geneva. bbox=[274, 1107, 518, 1128]
notice-subheading: LGU SANITARY SEWER LINING - 2026 bbox=[354, 100, 438, 106]
notice-heading: Notice of Pending Application for Placement/Modification of a Crib Pier bbox=[545, 45, 639, 58]
notice-subheading: July 9, 2026, 6:30pm bbox=[570, 1038, 614, 1044]
court-caption: STATE OF WISCONSIN CIRCUIT COURT WALWORTH COUNTY bbox=[666, 757, 780, 768]
applicant-line: Williams Bay, WI 53191 bbox=[274, 997, 317, 1003]
notice-subheading: BARRETT MEMORIAL LIBRARY ISSUES REQUEST FOR PROPOSALS FOR DESIGN SERVICES bbox=[274, 512, 459, 518]
notice-paragraph: Construction time is of the essence. Completion delays are subject to liquidated damages. bbox=[666, 324, 780, 335]
contact-phone: Phone number: 262.248.6644 bbox=[12, 799, 67, 805]
license-class-heading: CLASS "B" FERMENTED MALT BEVERAGE & CLASS "B" INTOXICATING LIQUOR APPLICATIONS bbox=[274, 977, 465, 983]
